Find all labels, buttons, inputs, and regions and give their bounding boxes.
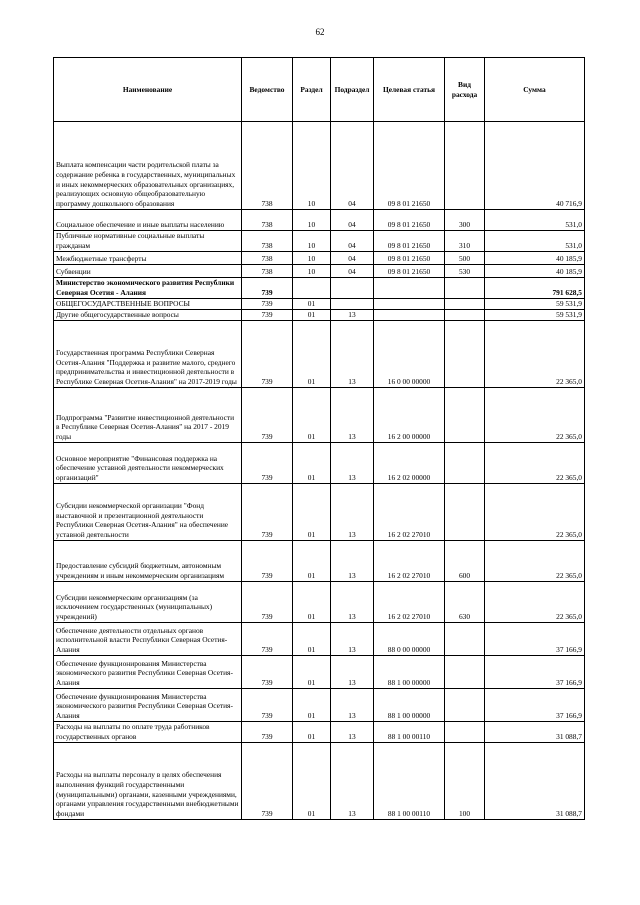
cell-section: 01: [293, 623, 331, 656]
cell-target: 09 8 01 21650: [374, 231, 445, 252]
cell-target: [374, 310, 445, 321]
cell-name: Предоставление субсидий бюджетным, автономным учреждениям и иным некоммерческим организациям: [54, 541, 242, 582]
cell-amount: 22 365,0: [485, 321, 585, 388]
cell-section: 01: [293, 656, 331, 689]
cell-exptype: [445, 321, 485, 388]
cell-target: 09 8 01 21650: [374, 122, 445, 210]
cell-amount: 791 628,5: [485, 278, 585, 299]
cell-dept: 738: [242, 122, 293, 210]
cell-amount: 59 531,9: [485, 310, 585, 321]
cell-name: Межбюджетные трансферты: [54, 252, 242, 265]
table-row: [54, 722, 585, 743]
cell-amount: 37 166,9: [485, 656, 585, 689]
cell-section: 01: [293, 484, 331, 541]
cell-dept: 739: [242, 310, 293, 321]
table-row: [54, 484, 585, 541]
cell-dept: 739: [242, 484, 293, 541]
cell-exptype: [445, 388, 485, 443]
cell-subsection: 13: [331, 321, 374, 388]
cell-section: 01: [293, 541, 331, 582]
cell-section: 01: [293, 743, 331, 820]
cell-name: Обеспечение функционирования Министерства экономического развития Республики Северная Осетия-Алания: [54, 656, 242, 689]
cell-section: 01: [293, 310, 331, 321]
cell-name: Субсидии некоммерческой организации "Фонд выставочной и презентационной деятельности Республики Северная Осетия-Алания" на обеспечение уставной деятельности: [54, 484, 242, 541]
header-exptype: Вид расхода: [445, 58, 485, 122]
cell-target: 16 0 00 00000: [374, 321, 445, 388]
cell-target: 16 2 02 27010: [374, 582, 445, 623]
table-row: [54, 388, 585, 443]
cell-amount: 31 088,7: [485, 722, 585, 743]
cell-subsection: 13: [331, 310, 374, 321]
cell-subsection: 13: [331, 541, 374, 582]
cell-dept: 739: [242, 656, 293, 689]
table-body: [54, 122, 585, 820]
cell-dept: 739: [242, 722, 293, 743]
budget-table: [53, 57, 585, 820]
cell-name: Субвенции: [54, 265, 242, 278]
cell-exptype: 630: [445, 582, 485, 623]
table-row: [54, 443, 585, 484]
cell-exptype: [445, 623, 485, 656]
cell-name: Публичные нормативные социальные выплаты гражданам: [54, 231, 242, 252]
cell-subsection: 04: [331, 122, 374, 210]
cell-dept: 738: [242, 210, 293, 231]
cell-amount: 22 365,0: [485, 541, 585, 582]
cell-name: Субсидии некоммерческим организациям (за исключением государственных (муниципальных) учреждений): [54, 582, 242, 623]
cell-section: 01: [293, 388, 331, 443]
cell-exptype: 500: [445, 252, 485, 265]
cell-section: 10: [293, 122, 331, 210]
cell-target: 16 2 02 00000: [374, 443, 445, 484]
header-amount: Сумма: [485, 58, 585, 122]
cell-subsection: 13: [331, 623, 374, 656]
cell-dept: 738: [242, 252, 293, 265]
cell-name: Расходы на выплаты персоналу в целях обеспечения выполнения функций государственными (муниципальными) органами, казенными учреждениями, органами управления государственными внебюджетными фондами: [54, 743, 242, 820]
cell-target: 16 2 00 00000: [374, 388, 445, 443]
cell-subsection: 13: [331, 689, 374, 722]
cell-section: 01: [293, 299, 331, 310]
table-row: [54, 743, 585, 820]
cell-name: ОБЩЕГОСУДАРСТВЕННЫЕ ВОПРОСЫ: [54, 299, 242, 310]
cell-exptype: [445, 484, 485, 541]
cell-dept: 739: [242, 689, 293, 722]
cell-exptype: [445, 656, 485, 689]
cell-subsection: 04: [331, 231, 374, 252]
cell-target: 09 8 01 21650: [374, 252, 445, 265]
table-row: [54, 689, 585, 722]
cell-subsection: 04: [331, 210, 374, 231]
cell-dept: 739: [242, 743, 293, 820]
cell-name: Государственная программа Республики Северная Осетия-Алания "Поддержка и развитие малого, среднего предпринимательства и инвестиционной деятельности в Республике Северная Осетия-Алания" на 2017-2019 годы: [54, 321, 242, 388]
cell-section: 10: [293, 210, 331, 231]
cell-amount: 22 365,0: [485, 388, 585, 443]
header-name: Наименование: [54, 58, 242, 122]
table-row: [54, 582, 585, 623]
cell-dept: 739: [242, 443, 293, 484]
cell-section: 10: [293, 231, 331, 252]
cell-target: 16 2 02 27010: [374, 541, 445, 582]
header-subsection: Подраздел: [331, 58, 374, 122]
cell-section: [293, 278, 331, 299]
cell-amount: 531,0: [485, 231, 585, 252]
table-row: [54, 656, 585, 689]
cell-amount: 22 365,0: [485, 443, 585, 484]
table-row: [54, 623, 585, 656]
cell-subsection: [331, 278, 374, 299]
table-row: [54, 278, 585, 299]
table-row: [54, 252, 585, 265]
cell-target: 16 2 02 27010: [374, 484, 445, 541]
cell-subsection: 04: [331, 252, 374, 265]
cell-subsection: 13: [331, 443, 374, 484]
cell-subsection: 13: [331, 388, 374, 443]
cell-name: Расходы на выплаты по оплате труда работников государственных органов: [54, 722, 242, 743]
table-row: [54, 265, 585, 278]
cell-name: Обеспечение функционирования Министерства экономического развития Республики Северная Осетия-Алания: [54, 689, 242, 722]
cell-section: 01: [293, 582, 331, 623]
table-row: [54, 541, 585, 582]
cell-dept: 739: [242, 278, 293, 299]
cell-exptype: 100: [445, 743, 485, 820]
cell-amount: 37 166,9: [485, 689, 585, 722]
table-row: [54, 310, 585, 321]
header-dept: Ведомство: [242, 58, 293, 122]
cell-target: 88 1 00 00110: [374, 722, 445, 743]
cell-section: 10: [293, 265, 331, 278]
cell-name: Другие общегосударственные вопросы: [54, 310, 242, 321]
cell-subsection: 13: [331, 656, 374, 689]
cell-dept: 739: [242, 582, 293, 623]
cell-exptype: [445, 310, 485, 321]
cell-target: 88 0 00 00000: [374, 623, 445, 656]
cell-subsection: 13: [331, 582, 374, 623]
cell-amount: 31 088,7: [485, 743, 585, 820]
cell-exptype: 310: [445, 231, 485, 252]
cell-amount: 22 365,0: [485, 484, 585, 541]
cell-exptype: [445, 689, 485, 722]
cell-subsection: 13: [331, 722, 374, 743]
table-row: [54, 122, 585, 210]
cell-name: Обеспечение деятельности отдельных органов исполнительной власти Республики Северная Осетия-Алания: [54, 623, 242, 656]
cell-name: Основное мероприятие "Финансовая поддержка на обеспечение уставной деятельности некоммерческих организаций": [54, 443, 242, 484]
table-row: [54, 231, 585, 252]
cell-exptype: [445, 299, 485, 310]
cell-target: 09 8 01 21650: [374, 210, 445, 231]
cell-exptype: 530: [445, 265, 485, 278]
cell-subsection: [331, 299, 374, 310]
page-number: 62: [315, 27, 325, 37]
cell-dept: 739: [242, 388, 293, 443]
header-target: Целевая статья: [374, 58, 445, 122]
cell-dept: 739: [242, 299, 293, 310]
cell-dept: 738: [242, 265, 293, 278]
cell-name: Министерство экономического развития Республики Северная Осетия - Алания: [54, 278, 242, 299]
cell-dept: 739: [242, 321, 293, 388]
cell-amount: 37 166,9: [485, 623, 585, 656]
cell-target: [374, 278, 445, 299]
cell-exptype: [445, 722, 485, 743]
cell-section: 10: [293, 252, 331, 265]
header-section: Раздел: [293, 58, 331, 122]
table-row: [54, 210, 585, 231]
cell-exptype: [445, 443, 485, 484]
cell-amount: 40 716,9: [485, 122, 585, 210]
cell-dept: 739: [242, 541, 293, 582]
cell-dept: 738: [242, 231, 293, 252]
table-row: [54, 299, 585, 310]
cell-section: 01: [293, 443, 331, 484]
cell-target: 09 8 01 21650: [374, 265, 445, 278]
cell-subsection: 13: [331, 484, 374, 541]
cell-name: Социальное обеспечение и иные выплаты населению: [54, 210, 242, 231]
cell-section: 01: [293, 689, 331, 722]
cell-name: Выплата компенсации части родительской платы за содержание ребенка в государственных, муниципальных и иных некоммерческих образовательных организациях, реализующих основную общеобразовательную программу дошкольного образования: [54, 122, 242, 210]
cell-amount: 40 185,9: [485, 265, 585, 278]
cell-exptype: [445, 278, 485, 299]
cell-dept: 739: [242, 623, 293, 656]
cell-exptype: 600: [445, 541, 485, 582]
table-row: [54, 321, 585, 388]
cell-amount: 531,0: [485, 210, 585, 231]
cell-target: 88 1 00 00110: [374, 743, 445, 820]
table-header-row: [54, 58, 585, 122]
cell-amount: 40 185,9: [485, 252, 585, 265]
cell-amount: 22 365,0: [485, 582, 585, 623]
cell-section: 01: [293, 722, 331, 743]
cell-exptype: 300: [445, 210, 485, 231]
cell-amount: 59 531,9: [485, 299, 585, 310]
cell-target: [374, 299, 445, 310]
cell-subsection: 04: [331, 265, 374, 278]
cell-subsection: 13: [331, 743, 374, 820]
cell-target: 88 1 00 00000: [374, 689, 445, 722]
cell-exptype: [445, 122, 485, 210]
cell-name: Подпрограмма "Развитие инвестиционной деятельности в Республике Северная Осетия-Алания" на 2017 - 2019 годы: [54, 388, 242, 443]
cell-section: 01: [293, 321, 331, 388]
cell-target: 88 1 00 00000: [374, 656, 445, 689]
